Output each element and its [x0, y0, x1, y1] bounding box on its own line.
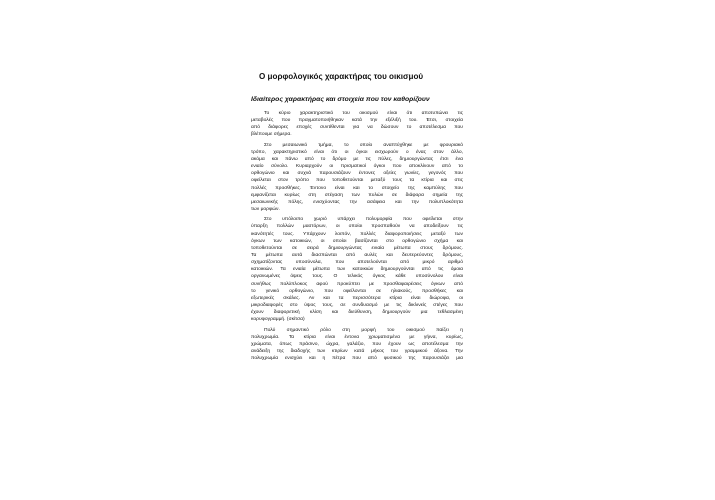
body-text — [251, 110, 463, 362]
text-line: μεσαιωνικής πόλης, ενισχύοντας την ασάφεια και την πολυπλοκότητα — [251, 199, 463, 205]
text-line: εξωτερικές σκάλες. Αν και τα περισσότερα κτίρια είναι διώροφα, οι — [251, 295, 463, 301]
text-line: σχηματίζοντας υποσύνολα, που αποτελούνται από μικρό αριθμό — [251, 260, 463, 266]
text-line: Τα μέτωπα αυτά διασπώνται από αυλές και δευτερεύοντες δρόμους, — [251, 252, 463, 258]
paragraph — [251, 142, 463, 214]
text-line: εμφανίζεται κυρίως στη στέγαση των πυλών σε διάφορα σημεία της — [251, 192, 463, 198]
paragraph — [251, 327, 463, 363]
section-heading: Ιδιαίτερος χαρακτήρας και στοιχεία που τον καθορίζουν — [251, 96, 430, 103]
text-line: Πολύ σημαντικό ρόλο στη μορφή του οικισμού παίζει η — [264, 327, 463, 333]
text-line: κατοικιών. Τα ενιαία μέτωπα των κατοικιών δημιουργούνται από τις όμοια — [251, 267, 463, 273]
text-line: ανάδειξη της διαδοχής των κτιρίων κατά μήκος του γραμμικού άξονα. Την — [251, 349, 463, 354]
text-line: χρώματα, όπως πράσινο, ώχρα, γαλάζιο, που έχουν ως αποτέλεσμα την — [251, 341, 463, 347]
text-line: συνήθως πολύπλοκος αφού προκύπτει με προσθαφαιρέσεις όγκων από — [251, 281, 463, 287]
text-line: μεταβολές που πραγματοποιήθηκαν κατά την εξέλιξή του. Έτσι, στοιχεία — [251, 118, 463, 124]
text-line: οφείλεται στον τρόπο που τοποθετούνται μεταξύ τους τα κτίρια και στις — [251, 178, 463, 184]
text-line: Το κύριο χαρακτηριστικό του οικισμού είναι ότι αποτυπώνει τις — [264, 111, 463, 116]
text-line: ικανότητές τους. Υπάρχουν λοιπόν, πολλές διαφοροποιήσεις μεταξύ των — [251, 231, 463, 237]
text-line: κορυφογραμμή. (σκίτσα) — [251, 317, 305, 323]
text-line: πολυχρωμία. Τα κτίρια είναι έντονα χρωματισμένα με γήινα, κυρίως, — [251, 334, 463, 340]
text-line: από διάφορες εποχές συντίθενται για να δώσουν το αποτέλεσμα που — [251, 125, 463, 131]
text-line: των μορφών. — [251, 207, 280, 213]
text-line: ορθογώνιο και συχνά παρουσιάζουν έντονες οξείες γωνίες, γεγονός που — [251, 171, 463, 177]
text-line: Στο υπόλοιπο χωριό υπάρχει πολυμορφία που οφείλεται στην — [264, 217, 463, 223]
text-line: Στο μεσαιωνικό τμήμα, το οποίο αναπτύχθηκε με φρουριακό — [264, 142, 463, 148]
text-line: έχουν διαφορετική κλίση και διεύθυνση, δημιουργούν μια τεθλασμένη — [251, 310, 463, 316]
text-line: τοποθετούνται σε σειρά δημιουργώντας ενιαία μέτωπα στους δρόμους. — [251, 245, 463, 251]
text-line: πολυχρωμία ενισχύει και η πέτρα που από φυσικού της παρουσιάζει μια — [251, 356, 463, 362]
document-page — [251, 72, 463, 365]
text-line: οργανωμένες όψεις τους. Ο τελικός όγκος κάθε υποσύνολου είναι — [251, 274, 463, 280]
text-line: ενιαίο σύνολο. Κυριαρχούν οι πρισματικοί όγκοι που αποκλίνουν από το — [251, 164, 463, 170]
text-line: μικροδιαφορές στο ύψος τους, σε συνδυασμό με τις δικλινείς στέγες που — [251, 303, 463, 309]
text-line: βλέπουμε σήμερα. — [251, 132, 292, 138]
text-line: πολλές προσθήκες. Έντονο είναι και το στοιχείο της καμπύλης που — [251, 185, 463, 191]
document-title: Ο μορφολογικός χαρακτήρας του οικισμού — [259, 72, 424, 81]
text-line: ύπαρξη πολλών μαστόρων, οι οποίοι προσπαθούν να αποδείξουν τις — [251, 224, 463, 230]
paragraph — [251, 110, 463, 139]
text-line: το γενικό ορθογώνιο, που οφείλονται σε ηλιακούς, προσθήκες και — [251, 288, 463, 294]
text-line: ακόμα και πάνω από το δρόμο με τις πύλες, δημιουργώντας έτσι ένα — [251, 156, 463, 162]
text-line: τρόπο, χαρακτηριστικό είναι ότι οι όγκοι εισχωρούν ο ένας στον άλλο, — [251, 149, 463, 155]
paragraph — [251, 216, 463, 323]
text-line: όγκων των κατοικιών, οι οποίοι βασίζονται στο ορθογώνιο σχήμα και — [251, 238, 463, 244]
